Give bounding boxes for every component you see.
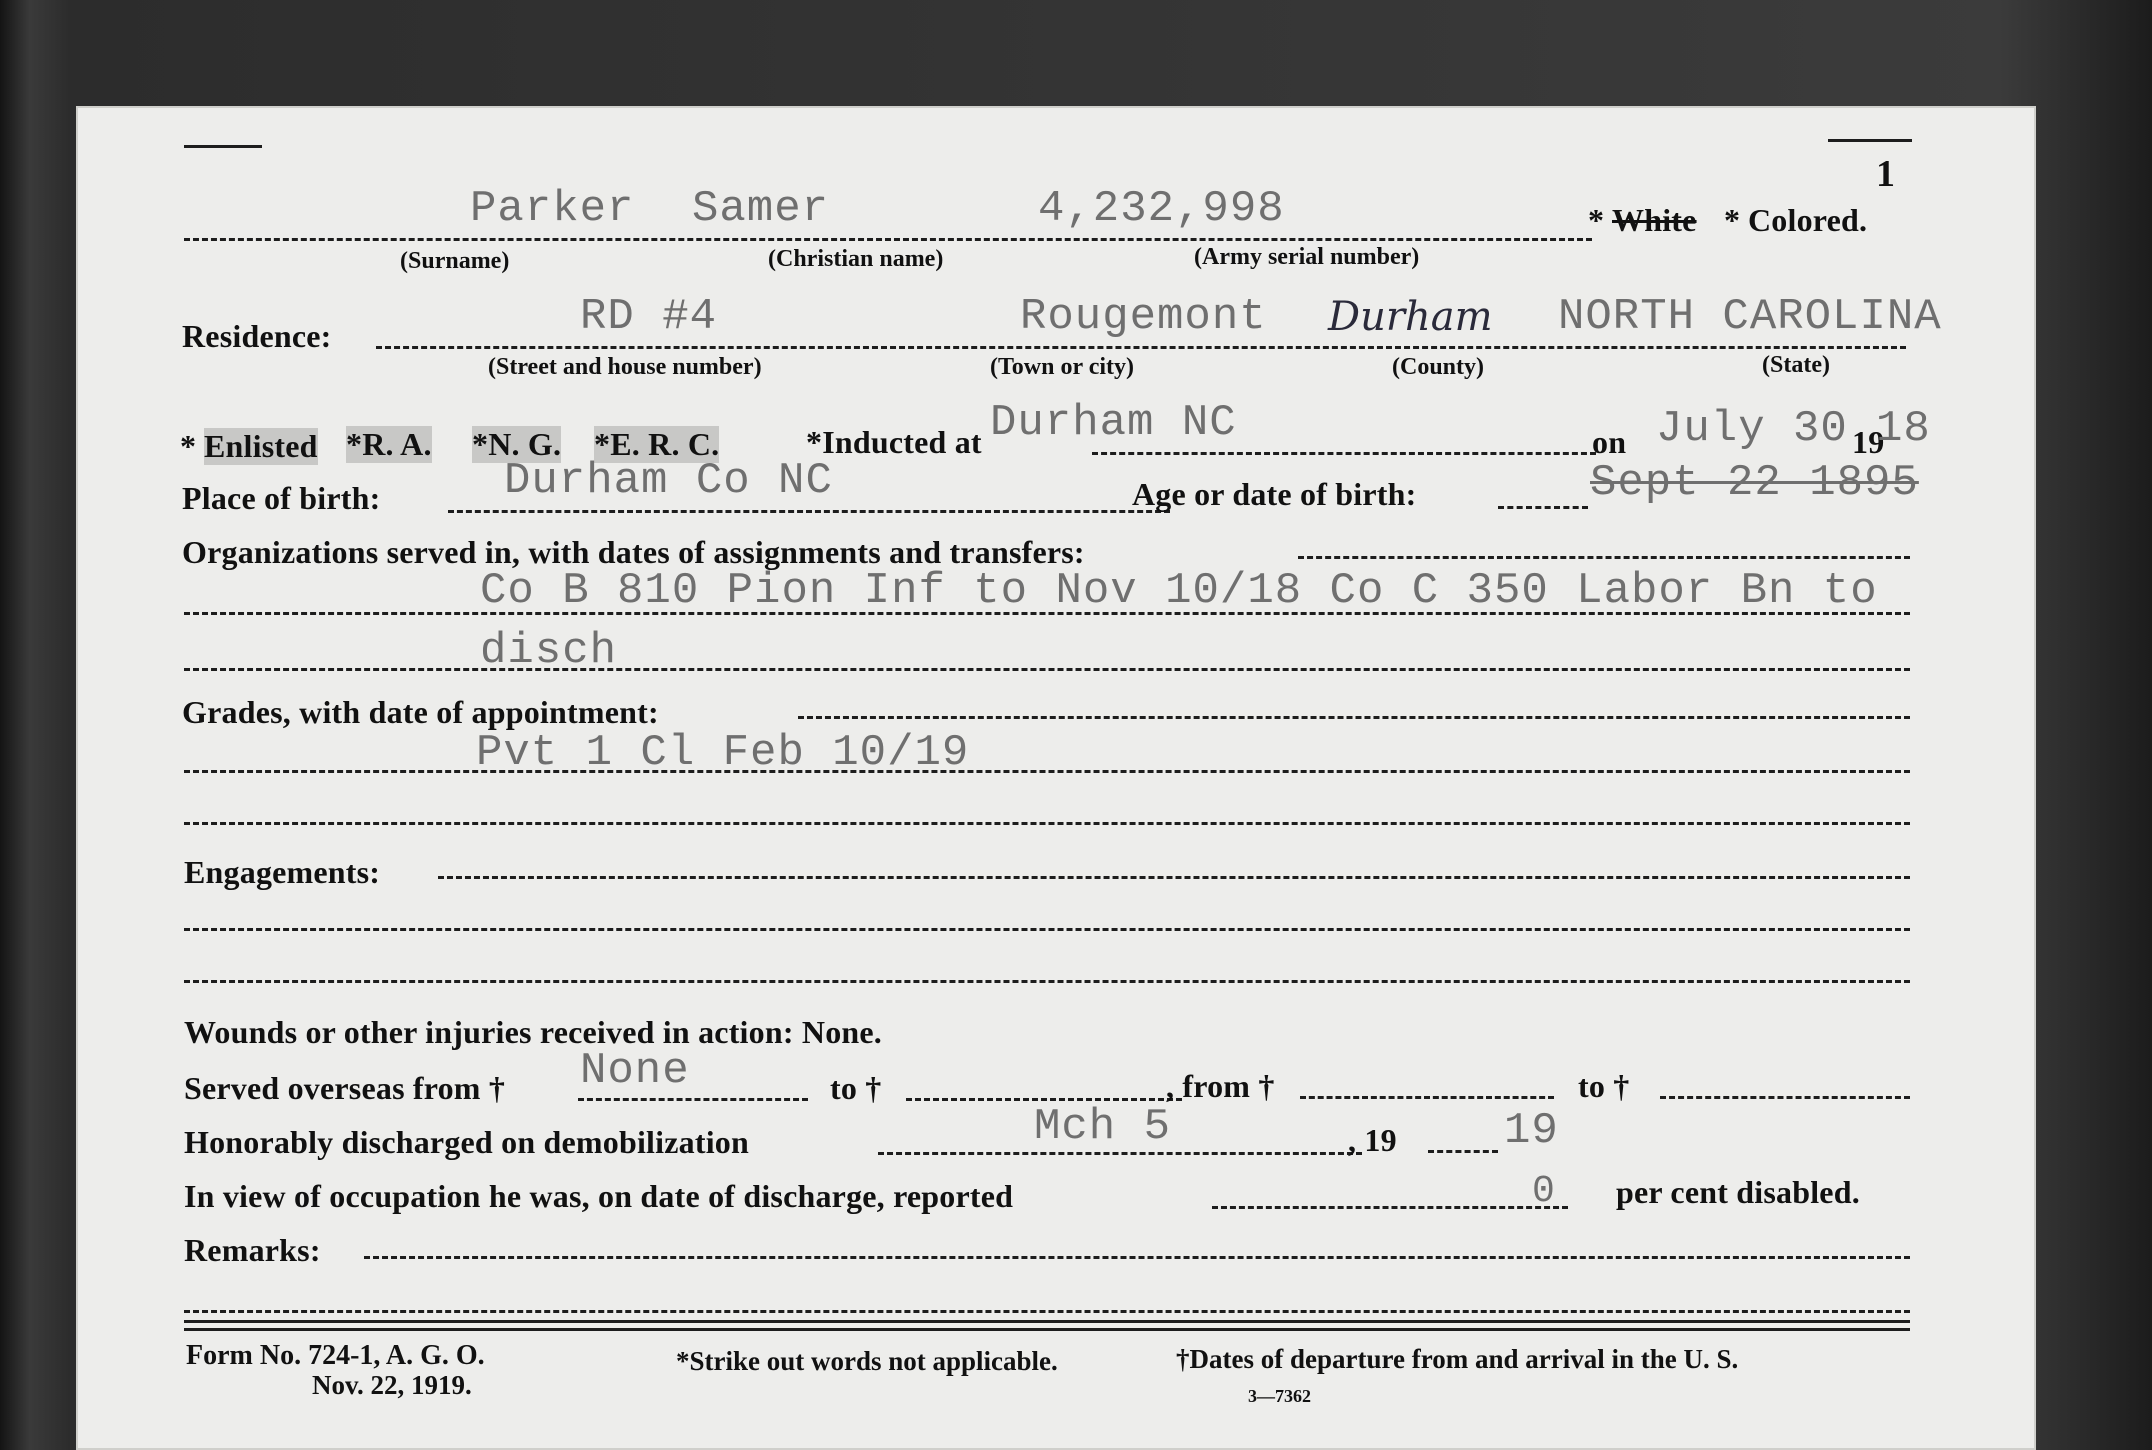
top-left-rule bbox=[184, 145, 262, 148]
print-code: 3—7362 bbox=[1248, 1386, 1311, 1406]
race-star-2: * bbox=[1724, 202, 1741, 238]
disability-value: 0 bbox=[1532, 1170, 1556, 1213]
footnote-strike-out: *Strike out words not applicable. bbox=[676, 1346, 1058, 1376]
service-record-card bbox=[76, 106, 2036, 1450]
grades-value: Pvt 1 Cl Feb 10/19 bbox=[476, 728, 970, 778]
remarks-line-0 bbox=[364, 1256, 1910, 1259]
remarks-label: Remarks: bbox=[184, 1232, 321, 1268]
label-street: (Street and house number) bbox=[488, 354, 762, 380]
residence-label: Residence: bbox=[182, 318, 332, 354]
place-of-birth-label: Place of birth: bbox=[182, 480, 381, 516]
card-number: 1 bbox=[1876, 153, 1896, 195]
ra-label: *R. A. bbox=[346, 426, 432, 462]
overseas-from-label-2: , from † bbox=[1166, 1068, 1275, 1104]
inducted-label: *Inducted at bbox=[806, 424, 982, 460]
on-label: on bbox=[1592, 424, 1627, 460]
overseas-to-line-2 bbox=[1660, 1096, 1910, 1099]
place-of-birth-line bbox=[448, 510, 1170, 513]
label-town: (Town or city) bbox=[990, 354, 1134, 380]
engagements-label: Engagements: bbox=[184, 854, 381, 890]
label-county: (County) bbox=[1392, 354, 1485, 380]
label-state: (State) bbox=[1762, 352, 1830, 378]
label-surname: (Surname) bbox=[400, 248, 510, 274]
grades-label: Grades, with date of appointment: bbox=[182, 694, 659, 730]
name-line bbox=[184, 238, 1592, 241]
inducted-line bbox=[1092, 452, 1596, 455]
place-of-birth-value: Durham Co NC bbox=[504, 456, 833, 506]
disability-line bbox=[1212, 1206, 1568, 1209]
overseas-to-line-1 bbox=[906, 1098, 1182, 1101]
ng-label: *N. G. bbox=[472, 426, 562, 462]
residence-county-value: Durham bbox=[1328, 294, 1493, 340]
label-christian-name: (Christian name) bbox=[768, 246, 944, 272]
form-number: Form No. 724-1, A. G. O. bbox=[186, 1340, 485, 1371]
christian-name-value: Samer bbox=[692, 184, 830, 234]
enlisted-label: Enlisted bbox=[204, 428, 318, 464]
induction-year-value: 18 bbox=[1876, 404, 1931, 454]
wounds-label: Wounds or other injuries received in action: None. bbox=[184, 1014, 882, 1050]
engagements-line-0 bbox=[438, 876, 1910, 879]
organizations-label: Organizations served in, with dates of assignments and transfers: bbox=[182, 534, 1085, 570]
remarks-line-1 bbox=[184, 1310, 1910, 1313]
date-of-birth-line bbox=[1498, 506, 1588, 509]
organizations-value-1: Co B 810 Pion Inf to Nov 10/18 Co C 350 Labor Bn to bbox=[480, 566, 1878, 616]
erc-label: *E. R. C. bbox=[594, 426, 720, 462]
form-date: Nov. 22, 1919. bbox=[312, 1370, 472, 1400]
discharge-year-label: , 19 bbox=[1348, 1122, 1397, 1158]
race-white: White bbox=[1612, 202, 1697, 238]
residence-state-value: NORTH CAROLINA bbox=[1558, 292, 1942, 342]
induction-year-prefix: 19 bbox=[1852, 424, 1885, 460]
discharge-year-value: 19 bbox=[1504, 1106, 1559, 1156]
discharge-year-line bbox=[1428, 1150, 1498, 1153]
top-right-rule bbox=[1828, 139, 1912, 142]
overseas-from-line-2 bbox=[1300, 1096, 1554, 1099]
engagements-line-1 bbox=[184, 928, 1910, 931]
discharge-date-value: Mch 5 bbox=[1034, 1102, 1172, 1152]
overseas-from-value: None bbox=[580, 1046, 690, 1096]
overseas-to-label-2: to † bbox=[1578, 1068, 1630, 1104]
residence-street-value: RD #4 bbox=[580, 292, 718, 342]
overseas-to-label-1: to † bbox=[830, 1070, 882, 1106]
race-star-1: * bbox=[1588, 202, 1605, 238]
inducted-place-value: Durham NC bbox=[990, 398, 1237, 448]
overseas-from-label: Served overseas from † bbox=[184, 1070, 506, 1106]
organizations-line-2 bbox=[184, 668, 1910, 671]
grades-line-2 bbox=[184, 822, 1910, 825]
footer-rule-2 bbox=[184, 1328, 1910, 1331]
organizations-value-2: disch bbox=[480, 626, 618, 676]
race-colored: Colored. bbox=[1748, 202, 1868, 238]
footnote-dates: †Dates of departure from and arrival in the U. S. bbox=[1176, 1344, 1739, 1374]
date-of-birth-value: Sept 22 1895 bbox=[1590, 458, 1919, 508]
discharge-label: Honorably discharged on demobilization bbox=[184, 1124, 749, 1160]
engagements-line-2 bbox=[184, 980, 1910, 983]
label-serial-number: (Army serial number) bbox=[1194, 244, 1420, 270]
enlisted-star: * bbox=[180, 428, 197, 464]
grades-line-0 bbox=[798, 716, 1910, 719]
induction-date-value: July 30 bbox=[1656, 404, 1848, 454]
organizations-line-0 bbox=[1298, 556, 1910, 559]
discharge-date-line bbox=[878, 1152, 1362, 1155]
disability-suffix: per cent disabled. bbox=[1616, 1174, 1860, 1210]
overseas-from-line bbox=[578, 1098, 808, 1101]
residence-town-value: Rougemont bbox=[1020, 292, 1267, 342]
residence-line bbox=[376, 346, 1906, 349]
surname-value: Parker bbox=[470, 184, 635, 234]
grades-line-1 bbox=[184, 770, 1910, 773]
serial-number-value: 4,232,998 bbox=[1038, 184, 1285, 234]
organizations-line-1 bbox=[184, 612, 1910, 615]
footer-rule-1 bbox=[184, 1320, 1910, 1323]
disability-label: In view of occupation he was, on date of discharge, reported bbox=[184, 1178, 1014, 1214]
date-of-birth-label: Age or date of birth: bbox=[1132, 476, 1417, 512]
